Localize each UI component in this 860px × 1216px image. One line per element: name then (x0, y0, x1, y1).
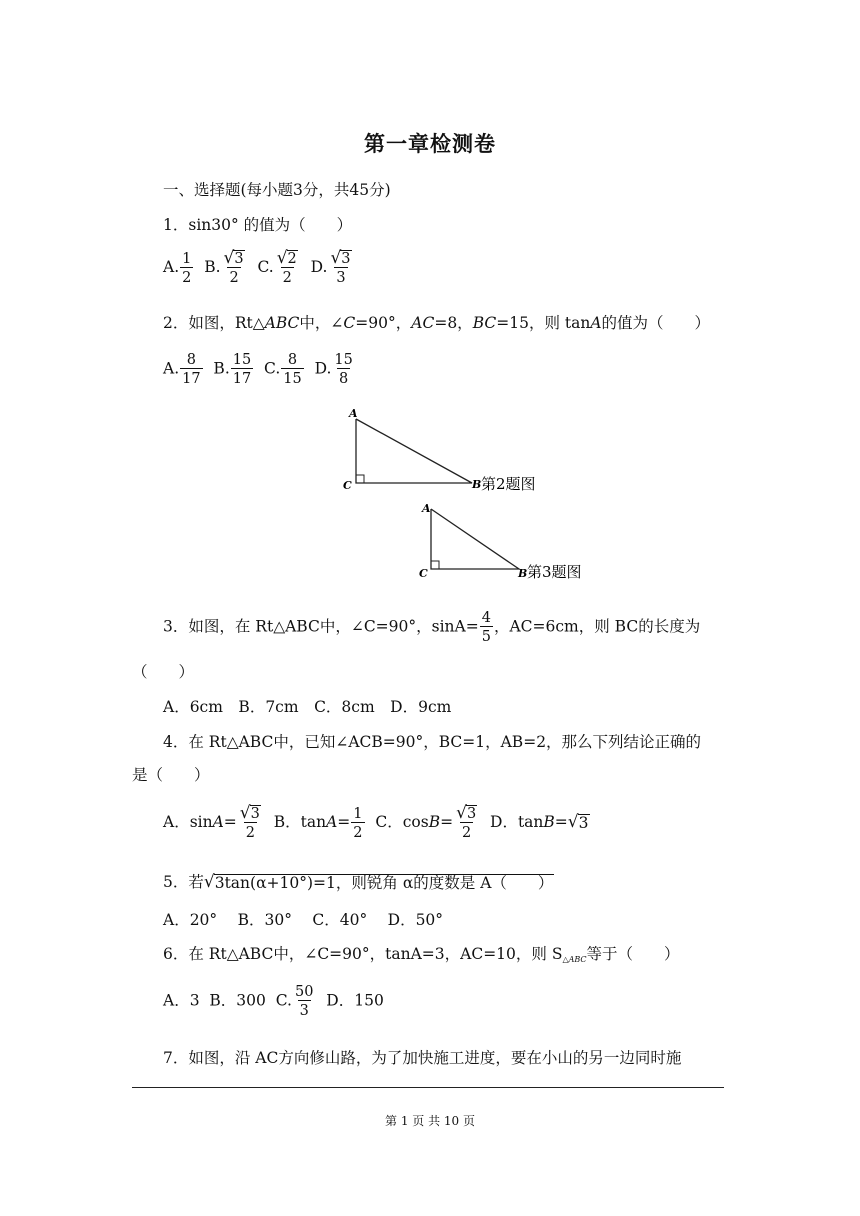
triangle-2-lines (356, 419, 472, 483)
question-4-continuation: 是（ ） (132, 766, 210, 784)
question-3-continuation: （ ） (132, 663, 195, 681)
figure-3-caption: 第3题图 (527, 563, 582, 581)
question-4-options: A．sinA= √ 3 2 B．tanA= $\frac{1}{2}$ C．cosB= √ 3 2 D．tanB= √ 3 (163, 803, 589, 841)
vertex-label-a: A (349, 407, 358, 420)
figure-2-triangle (340, 405, 570, 495)
question-6-options: A．3 B．300 C. $\frac{50}{3}$ D．150 (163, 984, 384, 1019)
vertex-label-c: C (343, 479, 352, 492)
question-2-options: A. $\frac{8}{17}$ B. $\frac{15}{17}$ C. $\frac{8}{15}$ D. $\frac{15}{8}$ (163, 352, 353, 387)
question-3-stem: 3．如图，在 Rt△ABC中，∠C=90°，sinA= $\frac{4}{5}$ ，AC=6cm，则 BC的长度为 (163, 610, 701, 645)
question-2-stem: 2．如图，Rt△ABC中，∠C=90°，AC=8，BC=15，则 tanA的值为（ ） (163, 314, 711, 332)
figure-3-triangle (415, 495, 645, 585)
figure-2-caption: 第2题图 (481, 475, 536, 493)
triangle-3-lines (431, 509, 519, 569)
vertex-label-b: B (518, 567, 528, 580)
page-title: 第一章检测卷 (364, 132, 496, 156)
question-6-stem: 6．在 Rt△ABC中，∠C=90°，tanA=3，AC=10，则 $S_{\triangle ABC}$等于（ ） (163, 945, 680, 964)
vertex-label-a: A (422, 502, 431, 515)
vertex-label-b: B (472, 478, 482, 491)
footer-divider (132, 1087, 724, 1088)
right-angle-mark (431, 561, 439, 569)
question-1-stem: 1．sin30° 的值为（ ） (163, 216, 353, 234)
question-7-stem: 7．如图，沿 AC方向修山路，为了加快施工进度，要在小山的另一边同时施 (163, 1049, 682, 1067)
section-heading: 一、选择题(每小题3分，共45分) (163, 181, 391, 199)
question-1-options: A. $\frac{1}{2}$ B. √ 3 2 C. √ 2 2 D. √ 3 3 (163, 248, 351, 286)
right-angle-mark (356, 475, 364, 483)
question-5-options: A．20° B．30° C．40° D．50° (163, 911, 444, 929)
question-5-stem: 5．若 √ 3tan(α+10°)=1，则锐角 α的度数是 A（ ） (163, 872, 554, 892)
page-footer: 第 1 页 共 10 页 (385, 1114, 475, 1128)
question-4-stem: 4．在 Rt△ABC中，已知∠ACB=90°，BC=1，AB=2，那么下列结论正确的 (163, 733, 702, 751)
vertex-label-c: C (419, 567, 428, 580)
question-3-options: A．6cm B．7cm C．8cm D．9cm (163, 698, 452, 716)
